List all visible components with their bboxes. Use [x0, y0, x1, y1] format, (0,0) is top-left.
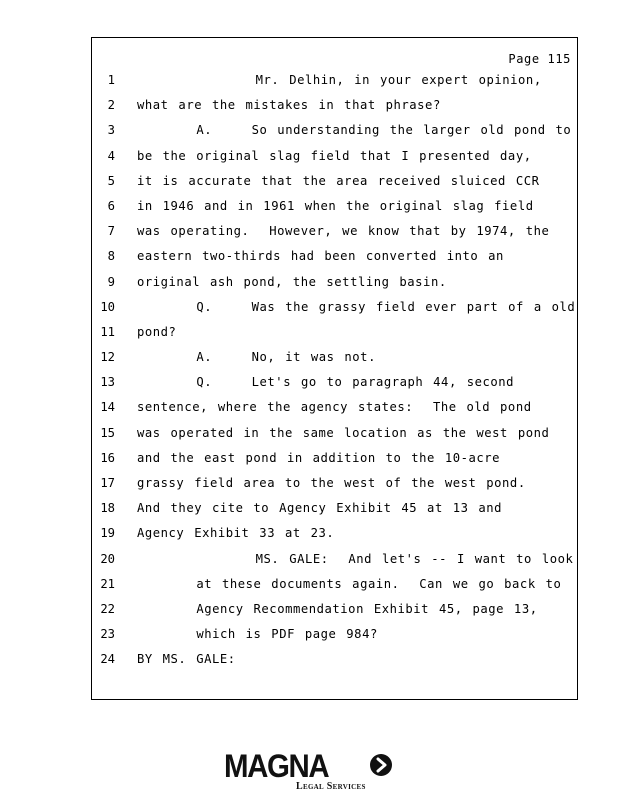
transcript-line: [92, 552, 577, 577]
magna-logo: [224, 748, 424, 794]
line-text: in 1946 and in 1961 when the original slag field: [137, 198, 534, 213]
transcript-line: [92, 451, 577, 476]
transcript-line: [92, 300, 577, 325]
line-number: 14: [100, 400, 115, 415]
transcript-line: [92, 275, 577, 300]
line-number: 21: [100, 576, 115, 591]
line-number: 4: [107, 148, 115, 163]
page-number: Page 115: [508, 52, 571, 66]
line-text: And they cite to Agency Exhibit 45 at 13 and: [137, 501, 503, 516]
line-number: 10: [100, 299, 115, 314]
line-text: and the east pond in addition to the 10-acre: [137, 450, 501, 465]
line-number: 24: [100, 652, 115, 667]
line-number: 22: [100, 601, 115, 616]
line-number: 16: [100, 450, 115, 465]
line-number: 11: [100, 324, 115, 339]
transcript-line: [92, 501, 577, 526]
transcript-page: [91, 37, 578, 700]
transcript-line: [92, 400, 577, 425]
line-number: 6: [107, 198, 115, 213]
line-text: original ash pond, the settling basin.: [137, 274, 447, 289]
line-text: eastern two-thirds had been converted into an: [137, 249, 504, 264]
line-text: Mr. Delhin, in your expert opinion,: [137, 73, 542, 87]
transcript-line: [92, 249, 577, 274]
transcript-line: [92, 224, 577, 249]
line-number: 9: [107, 274, 115, 289]
line-number: 15: [100, 425, 115, 440]
line-text: at these documents again. Can we go back to: [137, 576, 562, 591]
transcript-line: [92, 149, 577, 174]
line-text: grassy field area to the west of the west pond.: [137, 476, 526, 490]
transcript-line: [92, 325, 577, 350]
line-text: be the original slag field that I presented day,: [137, 148, 532, 163]
line-text: it is accurate that the area received sluiced CCR: [137, 173, 540, 188]
line-number: 17: [100, 476, 115, 490]
line-number: 20: [100, 551, 115, 566]
line-text: Q. Was the grassy field ever part of a old: [137, 299, 576, 314]
line-text: Agency Recommendation Exhibit 45, page 13,: [137, 601, 538, 616]
transcript-line: [92, 426, 577, 451]
transcript-line: [92, 526, 577, 551]
line-number: 12: [100, 350, 115, 365]
transcript-line: [92, 375, 577, 400]
line-text: was operating. However, we know that by 1974, the: [137, 224, 550, 239]
transcript-line: [92, 577, 577, 602]
line-text: A. So understanding the larger old pond to: [137, 123, 572, 138]
transcript-line: [92, 350, 577, 375]
line-text: was operated in the same location as the west pond: [137, 425, 550, 440]
line-number: 1: [107, 73, 115, 87]
transcript-line: [92, 199, 577, 224]
transcript-line: [92, 602, 577, 627]
line-text: what are the mistakes in that phrase?: [137, 98, 441, 113]
line-number: 5: [107, 173, 115, 188]
line-text: which is PDF page 984?: [137, 627, 378, 642]
line-number: 2: [107, 98, 115, 113]
chevron-right-icon: [370, 754, 392, 776]
line-text: BY MS. GALE:: [137, 652, 236, 667]
logo-subtitle: Legal Services: [296, 781, 366, 792]
line-number: 13: [100, 375, 115, 390]
line-number: 23: [100, 627, 115, 642]
transcript-line: [92, 98, 577, 123]
line-text: pond?: [137, 324, 177, 339]
line-text: MS. GALE: And let's -- I want to look: [137, 551, 574, 566]
line-number: 18: [100, 501, 115, 516]
transcript-line: [92, 123, 577, 148]
line-text: A. No, it was not.: [137, 350, 376, 365]
transcript-line: [92, 627, 577, 652]
line-number: 19: [100, 526, 115, 541]
logo-wordmark: MAGNA: [224, 748, 329, 784]
line-text: sentence, where the agency states: The old pond: [137, 400, 532, 415]
transcript-line: [92, 174, 577, 199]
line-text: Q. Let's go to paragraph 44, second: [137, 375, 515, 390]
transcript-lines: [92, 73, 577, 678]
line-text: Agency Exhibit 33 at 23.: [137, 526, 335, 541]
transcript-line: [92, 73, 577, 98]
line-number: 7: [107, 224, 115, 239]
transcript-line: [92, 476, 577, 501]
line-number: 8: [107, 249, 115, 264]
transcript-line: [92, 652, 577, 677]
line-number: 3: [107, 123, 115, 138]
